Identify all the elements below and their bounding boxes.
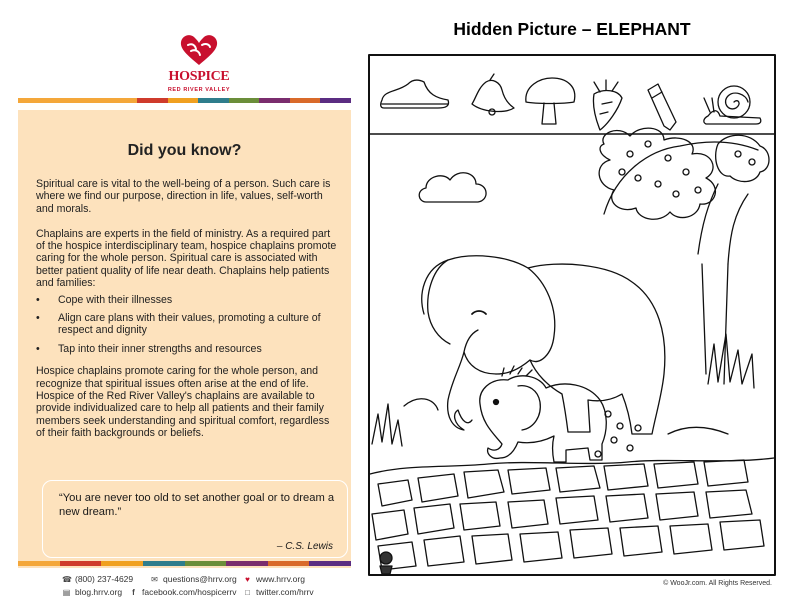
- bell-icon: [472, 74, 514, 115]
- paragraph: Hospice chaplains promote caring for the whole person, and recognize that spiritual issues often arise at the end of life. Hospice of the Red River Valley's chaplains are available to provide individualized care to help all patients and their family members seek understanding and spiritual comfort, regardless of their faith backgrounds or beliefs.: [36, 365, 330, 440]
- twitter-icon: □: [245, 587, 250, 597]
- mushroom-icon: [526, 78, 575, 124]
- contact-email[interactable]: [150, 574, 237, 584]
- logo-subtitle: RED RIVER VALLEY: [167, 87, 231, 93]
- stripe-segment: [268, 561, 310, 566]
- adult-elephant: [422, 256, 665, 434]
- stripe-segment: [18, 98, 137, 103]
- stripe-segment: [60, 561, 102, 566]
- facebook-icon: f: [132, 587, 135, 597]
- info-panel: [18, 18, 351, 568]
- stripe-segment: [185, 561, 227, 566]
- grass: [372, 334, 754, 446]
- contact-facebook[interactable]: [129, 587, 237, 597]
- contact-blog[interactable]: [62, 587, 122, 597]
- email-icon: ✉: [151, 574, 158, 584]
- color-stripe-top: [18, 98, 351, 103]
- stripe-segment: [320, 98, 351, 103]
- copyright-notice: © WooJr.com. All Rights Reserved.: [663, 580, 772, 587]
- stripe-segment: [259, 98, 290, 103]
- section-heading: Did you know?: [127, 142, 242, 159]
- contact-text: questions@hrrv.org: [163, 574, 237, 584]
- carrot-icon: [593, 80, 622, 130]
- paragraph: Spiritual care is vital to the well-being of a person. Such care is where we find our purpose, direction in life, values, self-worth and morals.: [36, 178, 331, 215]
- heart-hands-icon: [179, 33, 219, 67]
- contact-website[interactable]: [243, 574, 305, 584]
- logo-area: [18, 18, 351, 110]
- blog-icon: ▤: [62, 587, 71, 597]
- paragraph: Chaplains are experts in the field of ministry. As a required part of the hospice interdisciplinary team, hospice chaplains promote caring for the whole person. Spiritual care is associated with better patient quality of life near death. Chaplains help patients and families:: [36, 227, 337, 290]
- stripe-segment: [226, 561, 268, 566]
- hidden-picture-puzzle: [368, 54, 776, 576]
- quote-author: – C.S. Lewis: [276, 541, 333, 552]
- tree: [599, 128, 769, 384]
- stripe-segment: [229, 98, 260, 103]
- contact-text: www.hrrv.org: [256, 574, 305, 584]
- stripe-segment: [198, 98, 229, 103]
- logo-wordmark: HOSPICE: [168, 69, 230, 84]
- shoe-icon: [381, 80, 449, 108]
- contact-text: facebook.com/hospicerrv: [142, 587, 237, 597]
- bullet-item: • Align care plans with their values, promoting a culture of respect and dignity: [36, 312, 338, 337]
- stripe-segment: [143, 561, 185, 566]
- hospice-logo: [160, 26, 238, 102]
- bullet-list: [36, 294, 338, 356]
- quote-text: “You are never too old to set another goal or to dream a new dream.”: [59, 492, 335, 518]
- woojr-mascot: [380, 552, 392, 574]
- cloud: [419, 173, 486, 202]
- heart-icon: ♥: [245, 574, 250, 584]
- color-stripe-bottom: [18, 561, 351, 566]
- stripe-segment: [101, 561, 143, 566]
- contact-phone[interactable]: [62, 574, 133, 584]
- stripe-segment: [18, 561, 60, 566]
- stripe-segment: [309, 561, 351, 566]
- article-body: [36, 178, 338, 452]
- phone-icon: ☎: [62, 574, 72, 584]
- puzzle-title: Hidden Picture – ELEPHANT: [453, 19, 691, 39]
- contact-text: (800) 237-4629: [75, 574, 134, 584]
- bullet-item: • Cope with their illnesses: [36, 294, 338, 306]
- crayon-icon: [648, 84, 676, 130]
- stripe-segment: [137, 98, 168, 103]
- snail-icon: [704, 86, 761, 124]
- contact-text: blog.hrrv.org: [75, 587, 123, 597]
- quote-box: [42, 480, 348, 558]
- contact-twitter[interactable]: [243, 587, 314, 597]
- stripe-segment: [168, 98, 199, 103]
- contact-text: twitter.com/hrrv: [256, 587, 314, 597]
- stone-ground: [370, 458, 774, 570]
- stripe-segment: [290, 98, 321, 103]
- bullet-item: • Tap into their inner strengths and resources: [36, 343, 338, 355]
